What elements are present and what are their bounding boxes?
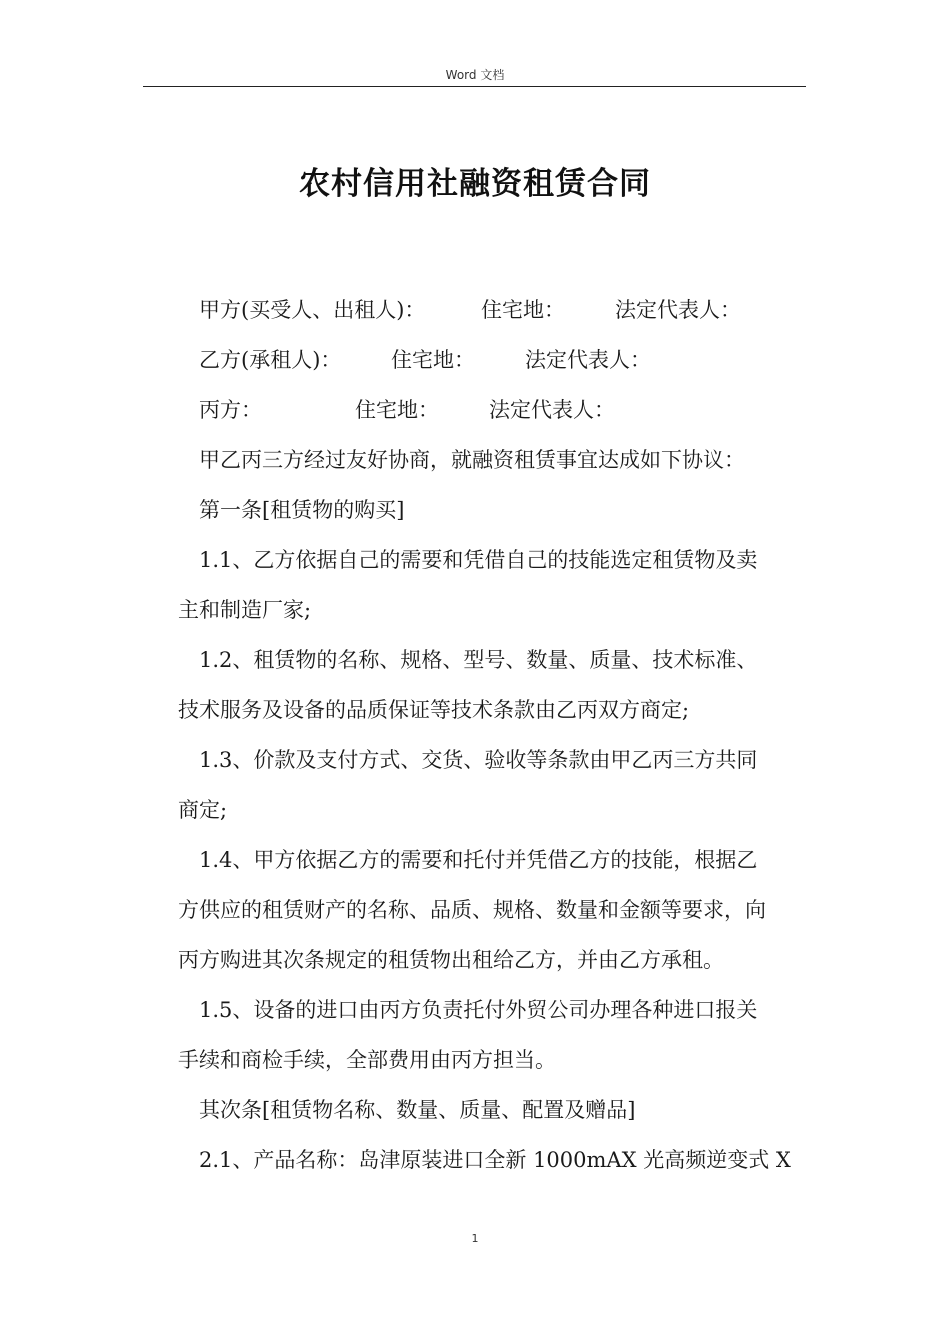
clause-line: 1.4、甲方依据乙方的需要和托付并凭借乙方的技能，根据乙 (199, 848, 758, 872)
party-address-label: 住宅地： (481, 298, 565, 322)
party-rep-label: 法定代表人： (615, 298, 741, 322)
clause-line: 1.2、租赁物的名称、规格、型号、数量、质量、技术标准、 (199, 648, 758, 672)
page-header: Word 文档 (445, 68, 505, 82)
clause-line: 方供应的租赁财产的名称、品质、规格、数量和金额等要求，向 (178, 898, 766, 922)
header-divider (143, 86, 806, 87)
party-name: 乙方(承租人)： (199, 348, 342, 372)
party-address-label: 住宅地： (391, 348, 475, 372)
clause-line: 1.1、乙方依据自己的需要和凭借自己的技能选定租赁物及卖 (199, 548, 758, 572)
party-line-a (178, 285, 806, 335)
agreement-intro: 甲乙丙三方经过友好协商，就融资租赁事宜达成如下协议： (199, 448, 745, 472)
article-heading: 第一条[租赁物的购买] (199, 498, 405, 522)
clause-line: 1.5、设备的进口由丙方负责托付外贸公司办理各种进口报关 (199, 998, 758, 1022)
party-rep-label: 法定代表人： (489, 398, 615, 422)
document-title: 农村信用社融资租赁合同 (299, 166, 651, 202)
article-heading: 其次条[租赁物名称、数量、质量、配置及赠品] (199, 1098, 636, 1122)
clause-line: 技术服务及设备的品质保证等技术条款由乙丙双方商定; (178, 698, 690, 722)
party-line-b (178, 335, 806, 385)
party-name: 甲方(买受人、出租人)： (199, 298, 426, 322)
clause-line: 主和制造厂家; (178, 598, 312, 622)
page-number: 1 (471, 1232, 479, 1245)
clause-line: 1.3、价款及支付方式、交货、验收等条款由甲乙丙三方共同 (199, 748, 758, 772)
document-body (178, 285, 806, 1185)
clause-line: 手续和商检手续，全部费用由丙方担当。 (178, 1048, 556, 1072)
party-address-label: 住宅地： (355, 398, 439, 422)
party-name: 丙方： (199, 398, 262, 422)
party-rep-label: 法定代表人： (525, 348, 651, 372)
clause-line: 商定; (178, 798, 228, 822)
clause-line: 丙方购进其次条规定的租赁物出租给乙方，并由乙方承租。 (178, 948, 724, 972)
party-line-c (178, 385, 806, 435)
clause-line: 2.1、产品名称：岛津原装进口全新 1000mAX 光高频逆变式 X (199, 1148, 791, 1172)
